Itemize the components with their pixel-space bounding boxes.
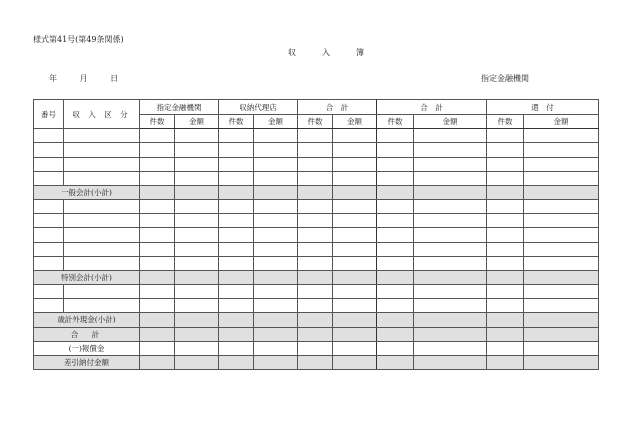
compensation-row — [34, 341, 599, 355]
date-month: 月 — [79, 74, 88, 83]
table-row — [34, 214, 599, 228]
page-title: 収 入 簿 — [288, 48, 373, 57]
revenue-ledger-table — [33, 99, 599, 370]
sub-count-header: 件数 — [140, 115, 175, 129]
header-row-groups — [34, 100, 599, 115]
sub-amount-header: 金額 — [414, 115, 487, 129]
date-day: 日 — [110, 74, 119, 83]
table-row — [34, 256, 599, 270]
sub-amount-header: 金額 — [175, 115, 219, 129]
sub-amount-header: 金額 — [524, 115, 599, 129]
date-year: 年 — [49, 74, 57, 83]
table-row — [34, 171, 599, 185]
group-collection-agent: 収納代理店 — [219, 100, 298, 115]
sub-count-header: 件数 — [377, 115, 414, 129]
external-subtotal-row — [34, 313, 599, 327]
table-row — [34, 285, 599, 299]
net-payment-row — [34, 355, 599, 369]
group-designated-bank: 指定金融機関 — [140, 100, 219, 115]
sub-amount-header: 金額 — [254, 115, 298, 129]
general-subtotal-row — [34, 185, 599, 199]
sub-count-header: 件数 — [487, 115, 524, 129]
grand-total-label: 合 計 — [34, 327, 140, 341]
compensation-label: (一)報償金 — [34, 341, 140, 355]
sub-count-header: 件数 — [298, 115, 333, 129]
form-number: 様式第41号(第49条関係) — [33, 35, 124, 44]
table-row — [34, 228, 599, 242]
table-row — [34, 299, 599, 313]
special-subtotal-row — [34, 270, 599, 284]
table-row — [34, 200, 599, 214]
bank-label: 指定金融機関 — [481, 74, 529, 83]
group-refund: 還 付 — [487, 100, 599, 115]
sub-amount-header: 金額 — [333, 115, 377, 129]
general-subtotal-label: 一般会計(小計) — [34, 185, 140, 199]
table-row — [34, 143, 599, 157]
table-row — [34, 129, 599, 143]
special-subtotal-label: 特別会計(小計) — [34, 270, 140, 284]
table-row — [34, 242, 599, 256]
external-subtotal-label: 歳計外現金(小計) — [34, 313, 140, 327]
table-row — [34, 157, 599, 171]
net-payment-label: 差引納付金額 — [34, 355, 140, 369]
group-total-a: 合 計 — [298, 100, 377, 115]
col-number-header: 番号 — [34, 100, 64, 129]
grand-total-row — [34, 327, 599, 341]
sub-count-header: 件数 — [219, 115, 254, 129]
col-category-header: 収 入 区 分 — [64, 100, 140, 129]
group-total-b: 合 計 — [377, 100, 487, 115]
date-line — [49, 73, 138, 84]
